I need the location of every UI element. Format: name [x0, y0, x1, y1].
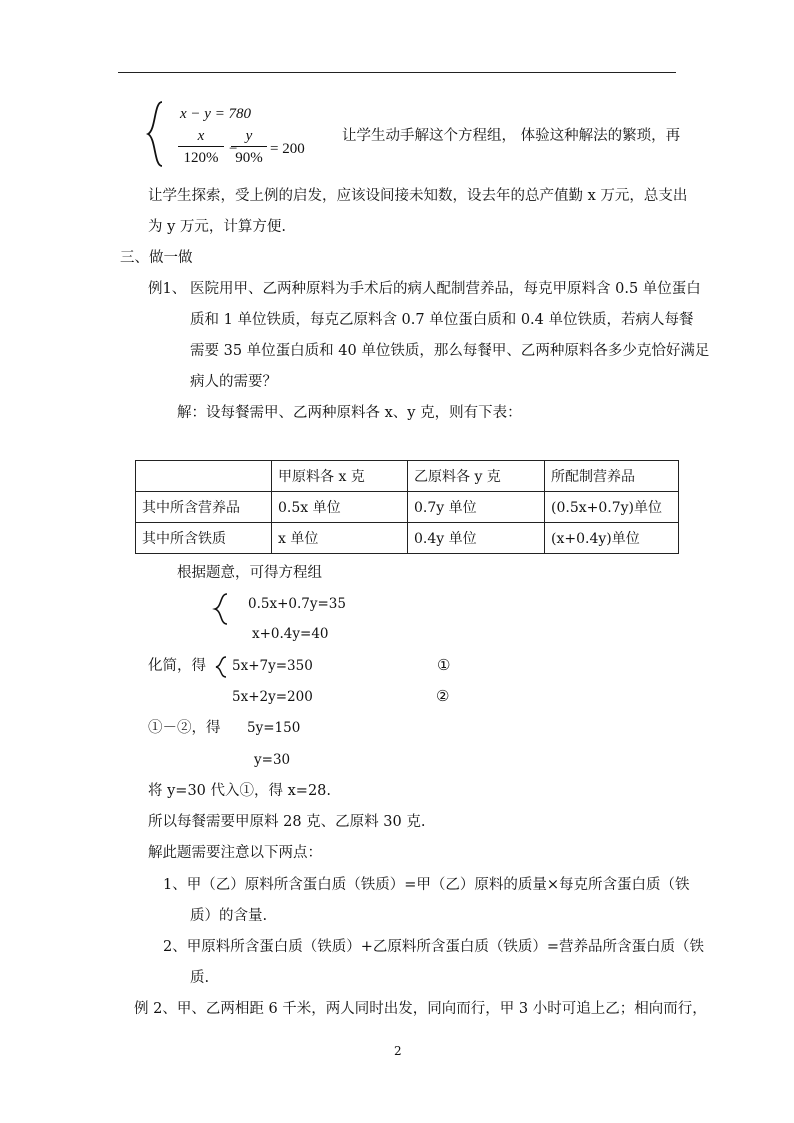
example1-line2: 质和 1 单位铁质，每克乙原料含 0.7 单位蛋白质和 0.4 单位铁质，若病人每餐 [190, 312, 694, 328]
simplified-eq2: 5x+2y=200 [232, 689, 313, 705]
table-cell: (x+0.4y)单位 [545, 523, 679, 554]
note1-line2: 质）的含量. [190, 908, 268, 924]
table-cell: 0.7y 单位 [408, 492, 545, 523]
fraction-1-denominator: 120% [183, 150, 219, 166]
simplify-label: 化简，得 [148, 658, 206, 674]
conclusion-line: 所以每餐需要甲原料 28 克、乙原料 30 克. [148, 814, 426, 830]
page-number: 2 [394, 1044, 402, 1058]
solution-system-intro: 根据题意，可得方程组 [177, 565, 322, 581]
fraction-2-bar [231, 146, 267, 147]
fraction-1-numerator: x [197, 128, 205, 144]
fraction-2-denominator: 90% [235, 150, 263, 166]
example1-line4: 病人的需要？ [190, 374, 277, 390]
paragraph1-line2: 让学生探索，受上例的启发，应该设间接未知数，设去年的总产值勤 x 万元，总支出 [148, 188, 688, 204]
table-header-cell: 乙原料各 y 克 [408, 461, 545, 492]
system1-eq1: x − y = 780 [180, 106, 252, 122]
example1-label: 例1、 [148, 281, 187, 297]
system2-eq2: x+0.4y=40 [252, 626, 329, 642]
example1-line3: 需要 35 单位蛋白质和 40 单位铁质，那么每餐甲、乙两种原料各多少克恰好满足 [190, 343, 710, 359]
system1-rhs: = 200 [270, 141, 305, 157]
substitute-line: 将 y=30 代入①，得 x=28. [148, 783, 332, 799]
note1-line1: 1、甲（乙）原料所含蛋白质（铁质）=甲（乙）原料的质量×每克所含蛋白质（铁 [163, 877, 690, 893]
header-rule [118, 72, 676, 73]
table-row [136, 523, 679, 554]
section-title: 三、做一做 [120, 250, 193, 266]
paragraph1-line3: 为 y 万元，计算方便. [148, 219, 287, 235]
table-header-row [136, 461, 679, 492]
table-cell: 其中所含铁质 [136, 523, 272, 554]
table-header-cell: 甲原料各 x 克 [272, 461, 408, 492]
fraction-2-numerator: y [245, 128, 253, 144]
system1-fraction-1 [178, 127, 224, 167]
table-row [136, 492, 679, 523]
system1-minus: − [229, 141, 238, 157]
table-cell: (0.5x+0.7y)单位 [545, 492, 679, 523]
subtract-label: ①－②，得 [148, 720, 221, 736]
example1-line1: 医院用甲、乙两种原料为手术后的病人配制营养品，每克甲原料含 0.5 单位蛋白 [190, 281, 701, 297]
table-cell: 0.4y 单位 [408, 523, 545, 554]
fraction-1-bar [178, 146, 224, 147]
brace-icon [212, 592, 230, 626]
table-cell: 0.5x 单位 [272, 492, 408, 523]
note2-line1: 2、甲原料所含蛋白质（铁质）+乙原料所含蛋白质（铁质）=营养品所含蛋白质（铁 [163, 939, 705, 955]
equation-mark-1: ① [437, 656, 451, 674]
equation-mark-2: ② [436, 687, 450, 705]
table-cell: 其中所含营养品 [136, 492, 272, 523]
subtract-eq2: y=30 [254, 752, 291, 768]
paragraph1-line1: 让学生动手解这个方程组， 体验这种解法的繁琐，再 [342, 128, 681, 144]
note2-line2: 质. [190, 970, 210, 986]
brace-icon [214, 656, 228, 678]
notes-intro: 解此题需要注意以下两点： [148, 845, 322, 861]
system1-fraction-2 [231, 127, 267, 167]
simplified-eq1: 5x+7y=350 [232, 658, 313, 674]
nutrition-table [135, 460, 679, 554]
solution-intro: 解：设每餐需甲、乙两种原料各 x、y 克，则有下表： [177, 405, 522, 421]
brace-icon [145, 100, 165, 168]
system2-eq1: 0.5x+0.7y=35 [248, 596, 346, 612]
table-header-cell: 所配制营养品 [545, 461, 679, 492]
table-header-cell [136, 461, 272, 492]
example2-line1: 例 2、甲、乙两相距 6 千米，两人同时出发，同向而行，甲 3 小时可追上乙；相向而行， [134, 1001, 707, 1017]
subtract-eq1: 5y=150 [247, 720, 301, 736]
table-cell: x 单位 [272, 523, 408, 554]
